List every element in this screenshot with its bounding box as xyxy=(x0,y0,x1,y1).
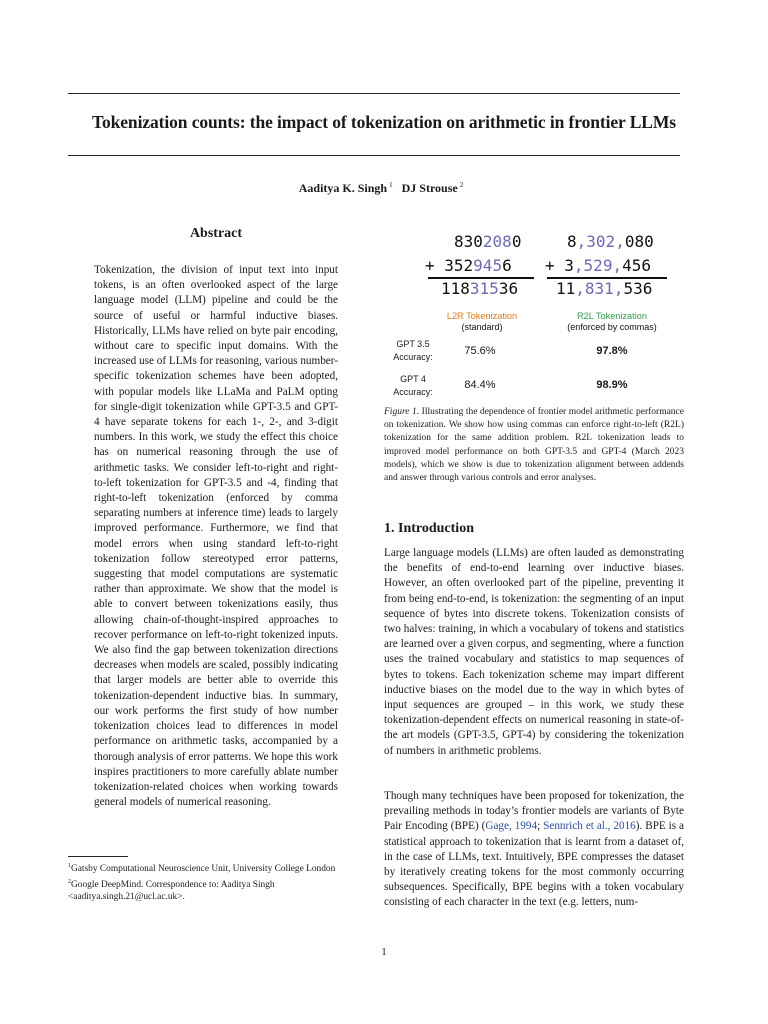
author-affiliation: 2 xyxy=(459,181,464,189)
author-affiliation: 1 xyxy=(389,181,393,189)
r2l-addend-2: + 3,529,456 xyxy=(545,256,651,275)
r2l-label: R2L Tokenization xyxy=(577,311,647,321)
title-top-rule xyxy=(68,93,680,94)
title-bottom-rule xyxy=(68,155,680,156)
l2r-label: L2R Tokenization xyxy=(446,311,518,321)
paper-title: Tokenization counts: the impact of tokenization on arithmetic in frontier LLMs xyxy=(92,112,676,132)
gpt4-row-label: GPT 4 Accuracy: xyxy=(393,374,433,397)
l2r-addend-1: 8302080 xyxy=(454,232,522,251)
footnote-rule xyxy=(68,856,128,857)
caption-text: Illustrating the dependence of frontier model arithmetic performance on tokenization. We show how using commas can enforce right-to-left (R2L) tokenization for the same addition problem. R2L tokenization leads to improved model performance on both GPT-3.5 and GPT-4 (March 2023 models), which we show is due to tokenization alignment between addends and answer through various controls and error analyses. xyxy=(384,407,684,484)
author-name: DJ Strouse xyxy=(401,181,458,195)
r2l-addend-1: 8,302,080 xyxy=(567,232,654,251)
abstract-heading: Abstract xyxy=(189,226,243,241)
gpt4-l2r-accuracy: 84.4% xyxy=(464,379,496,391)
caption-label: Figure 1. xyxy=(384,407,420,417)
citation-gage-1994[interactable]: Gage, 1994 xyxy=(485,820,538,833)
l2r-sublabel: (standard) xyxy=(461,322,503,332)
footnote-affiliation-2: Google DeepMind. Correspondence to: Aaditya Singh <aaditya.singh.21@ucl.ac.uk>. xyxy=(68,879,275,903)
intro-paragraph-2: Though many techniques have been proposed for tokenization, the prevailing methods in today’s frontier models are variants of Byte Pair Encoding (BPE) (Gage, 1994; Sennrich et al., 2016). BPE is a statistical approach to tokenization that is learnt from a dataset of, in the case of LLMs, text. Intuitively, BPE compresses the dataset by iteratively creating tokens for the most commonly occurring subsequences. Specifically, BPE begins with a token vocabulary consisting of each character in the text (e.g. letters, num- xyxy=(384,790,685,909)
footnote: $^1$Gatsby Computational Neuroscience Unit, University College London $^2$Google DeepMind. Correspondence to: Aaditya Singh <aaditya.singh.21@ucl.ac.uk>. xyxy=(68,863,336,903)
gpt35-r2l-accuracy: 97.8% xyxy=(596,345,628,357)
r2l-sublabel: (enforced by commas) xyxy=(567,322,657,332)
gpt35-row-label: GPT 3.5 Accuracy: xyxy=(393,339,433,362)
author-list xyxy=(0,181,768,196)
gpt4-r2l-accuracy: 98.9% xyxy=(596,379,628,391)
l2r-answer: 11831536 xyxy=(441,279,519,298)
gpt35-l2r-accuracy: 75.6% xyxy=(464,345,496,357)
footnote-affiliation-1: Gatsby Computational Neuroscience Unit, University College London xyxy=(71,864,336,875)
section-heading-introduction: 1. Introduction xyxy=(384,521,474,536)
figure-1 xyxy=(384,224,684,404)
l2r-addend-2: + 3529456 xyxy=(425,256,512,275)
page-number: 1 xyxy=(381,946,387,958)
r2l-answer: 11,831,536 xyxy=(556,279,653,298)
figure-caption xyxy=(384,406,684,485)
intro-paragraph-1: Large language models (LLMs) are often lauded as demonstrating the benefits of end-to-end learning over inductive biases. However, an often overlooked part of the pipeline, preventing it from being end-to-end, is tokenization: the segmenting of an input sequence of bytes into discrete tokens. Tokenization consists of two halves: training, in which a vocabulary of tokens and statistics are learned over a given corpus, and segmenting, where a function uses the trained vocabulary and statistics to map sequences of bytes to tokens. Each tokenization scheme may impart different inductive biases on the model due to the way in which bytes of input sequences are grouped – in this work, we study these tokenization-dependent effects on numerical reasoning in state-of-the art models (GPT-3.5, GPT-4) by considering the tokenization of numbers in arithmetic problems. xyxy=(384,547,684,757)
citation-sennrich-2016[interactable]: Sennrich et al., 2016 xyxy=(543,820,636,833)
author-name: Aaditya K. Singh xyxy=(298,181,388,195)
abstract-text: Tokenization, the division of input text into input tokens, is an often overlooked aspect of the large language model (LLM) pipeline and could be the source of useful or harmful inductive biases. Historically, LLMs have relied on byte pair encoding, without care to specific input domains. With the increased use of LLMs for reasoning, various number-specific tokenization schemes have been adopted, with popular models like LLaMa and PaLM opting for single-digit tokenization while GPT-3.5 and GPT-4 have separate tokens for each 1-, 2-, and 3-digit numbers. In this work, we study the effect this choice has on numerical reasoning through the use of arithmetic tasks. We consider left-to-right and right-to-left tokenization for GPT-3.5 and -4, finding that right-to-left tokenization (enforced by comma separating numbers at inference time) leads to largely improved performance. Furthermore, we find that model errors when using standard left-to-right tokenization follow stereotyped error patterns, suggesting that model computations are systematic rather than approximate. We show that the model is able to convert between tokenizations easily, thus allowing chain-of-thought-inspired approaches to recover performance on left-to-right tokenized inputs. We also find the gap between tokenization directions decreases when models are scaled, possibly indicating that larger models are better able to override this tokenization-dependent inductive bias. In summary, our work performs the first study of how number tokenization choices lead to differences in model performance on arithmetic tasks, accompanied by a thorough analysis of error patterns. We hope this work inspires practitioners to more carefully ablate number tokenization-related choices when working towards general models of numerical reasoning. xyxy=(94,264,338,809)
